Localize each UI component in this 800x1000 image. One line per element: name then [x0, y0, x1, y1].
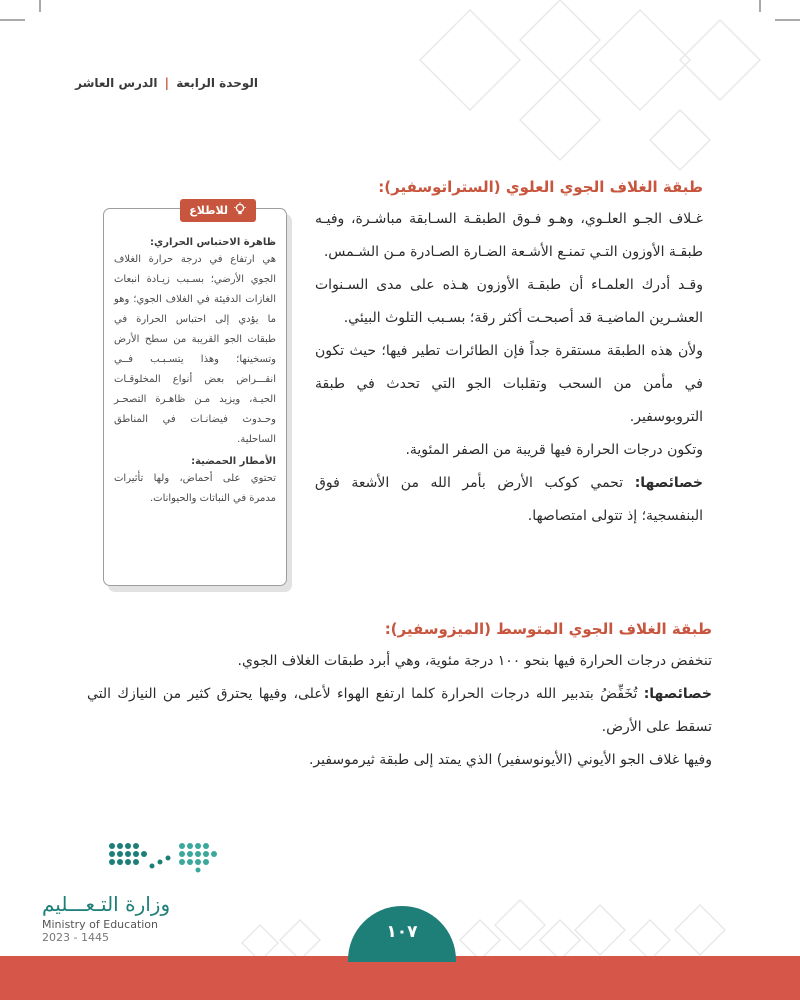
- mesosphere-paragraph-2: وفيها غلاف الجو الأيوني (الأيونوسفير) الذي يمتد إلى طبقة ثيرموسفير.: [308, 752, 712, 768]
- ministry-year: 2023 - 1445: [42, 931, 109, 944]
- breadcrumb: [75, 76, 258, 90]
- lightbulb-icon: [233, 202, 247, 219]
- ministry-name-arabic: وزارة التـعـــليم: [42, 892, 171, 916]
- stratosphere-paragraph-2: وقـد أدرك العلمـاء أن طبقـة الأوزون هـذه على مدى السـنوات العشـرين الماضيـة قد أصبحـت أكثر رقة؛ بسـبب التلوث البيئي.: [315, 277, 703, 326]
- ministry-dots-icon: [102, 838, 222, 878]
- stratosphere-features-label: خصائصها:: [634, 475, 703, 491]
- mesosphere-features-label: خصائصها:: [643, 686, 712, 702]
- stratosphere-features-text: تحمي كوكب الأرض بأمر الله من الأشعة فوق البنفسجية؛ إذ تتولى امتصاصها.: [315, 475, 703, 524]
- footer-bar: [0, 956, 800, 1000]
- stratosphere-paragraph-3: ولأن هذه الطبقة مستقرة جداً فإن الطائرات تطير فيها؛ حيث تكون في مأمن من السحب وتقلبات الجو التي تحدث في طبقة التروبوسفير.: [315, 343, 703, 425]
- mesosphere-section: [87, 620, 712, 777]
- sidebar-title-acid-rain: الأمطار الحمضية:: [191, 456, 276, 467]
- info-sidebar: [103, 204, 287, 586]
- breadcrumb-unit: الوحدة الرابعة: [176, 76, 258, 90]
- stratosphere-paragraph-4: وتكون درجات الحرارة فيها قريبة من الصفر المئوية.: [405, 442, 703, 458]
- info-badge: [180, 199, 256, 222]
- stratosphere-heading: طبقة الغلاف الجوي العلوي (الستراتوسفير):: [378, 178, 703, 196]
- breadcrumb-lesson: الدرس العاشر: [75, 76, 158, 90]
- mesosphere-features: [87, 678, 712, 744]
- mesosphere-paragraph-1: تنخفض درجات الحرارة فيها بنحو ١٠٠ درجة مئوية، وهي أبرد طبقات الغلاف الجوي.: [237, 653, 712, 669]
- mesosphere-heading: طبقة الغلاف الجوي المتوسط (الميزوسفير):: [384, 620, 712, 638]
- sidebar-title-greenhouse: ظاهرة الاحتباس الحراري:: [150, 237, 276, 248]
- ministry-logo: [42, 838, 222, 944]
- sidebar-text-acid-rain: تحتوي على أحماض، ولها تأثيرات مدمرة في النباتات والحيوانات.: [114, 473, 276, 504]
- stratosphere-section: [315, 178, 703, 533]
- sidebar-text-greenhouse: هي ارتفاع في درجة حرارة الغلاف الجوي الأرضي؛ بسـبب زيـادة انبعاث الغازات الدفيئة في الغلاف الجوي؛ وهو ما يؤدي إلى احتباس الحرارة في طبقات الجو القريبة من سطح الأرض وتسخينها؛ وهذا يتسـبـب فــي انقـــراض بعض أنواع المخلوقـات الحيـة، ويزيد مـن ظاهـرة التصحـر وحـدوث فيضانـات في المناطق الساحلية.: [114, 254, 276, 445]
- stratosphere-features: [315, 467, 703, 533]
- mesosphere-features-text: تُخَفِّضُ بتدبير الله درجات الحرارة كلما ارتفع الهواء لأعلى، وفيها يحترق كثير من النيازك التي تسقط على الأرض.: [87, 686, 712, 735]
- stratosphere-paragraph-1: غـلاف الجـو العلـوي، وهـو فـوق الطبقـة السـابقة مباشـرة، وفيـه طبقـة الأوزون التـي تمنـع الأشـعة الضـارة الصـادرة مـن الشـمس.: [315, 211, 703, 260]
- page-number-tab: [348, 906, 456, 962]
- info-badge-label: للاطلاع: [189, 204, 228, 217]
- ministry-name-english: Ministry of Education: [42, 918, 159, 931]
- page-number: ١٠٧: [386, 922, 418, 942]
- breadcrumb-separator: |: [164, 76, 170, 90]
